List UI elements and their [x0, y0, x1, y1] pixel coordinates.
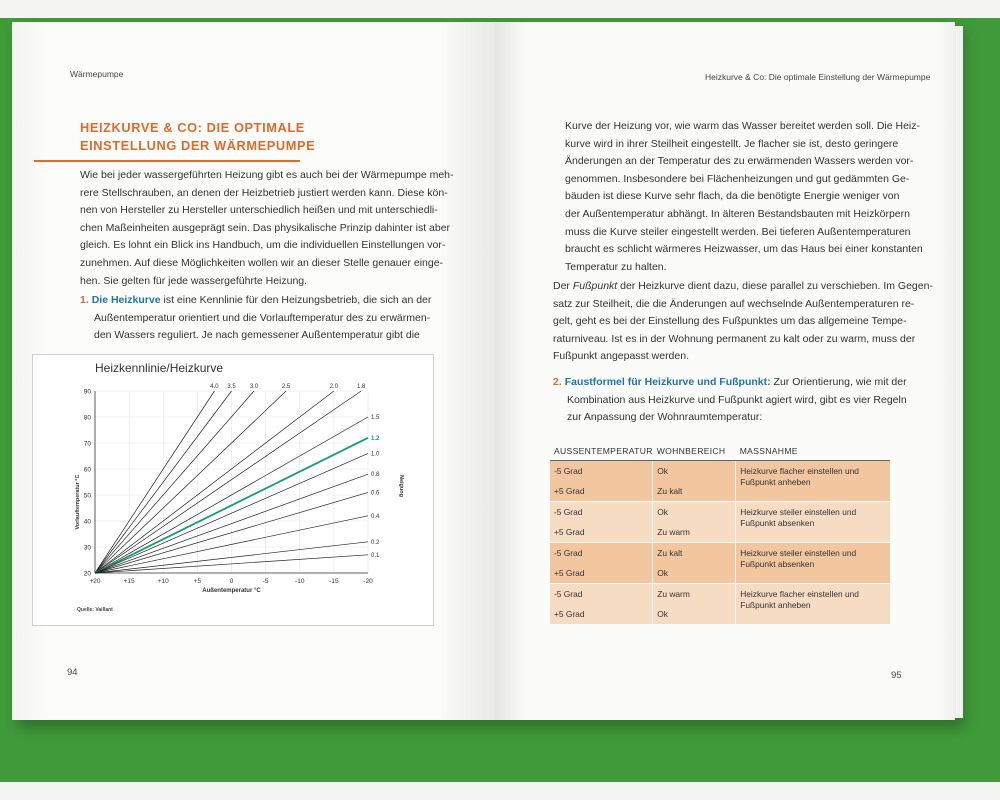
action-line: Fußpunkt anheben [740, 477, 811, 487]
text-line: gelt, geht es bei der Einstellung des Fußpunktes um das allgemeine Tempe- [553, 315, 907, 328]
table-header-row [550, 446, 890, 461]
x-tick-label: -5 [262, 578, 269, 585]
paragraph-1 [565, 118, 945, 276]
y-tick-label: 70 [83, 440, 91, 448]
list-number: 1. [80, 294, 89, 306]
term-fusspunkt: Fußpunkt [572, 280, 618, 292]
heading-line-2: EINSTELLUNG DER WÄRMEPUMPE [80, 138, 316, 153]
y-tick-label: 50 [83, 492, 91, 500]
text-line: Fußpunkt angepasst werden. [553, 350, 689, 363]
curve-label: 1.2 [371, 435, 380, 442]
curve-line [95, 391, 254, 573]
x-tick-label: -10 [295, 578, 305, 585]
table-cell: Ok [653, 563, 736, 584]
text-line: braucht es schlicht wärmeres Heizwasser, um das Haus bei einer konstanten [565, 243, 923, 256]
table-cell: -5 Grad [550, 543, 653, 564]
text-fragment: ist eine Kennlinie für den Heizungsbetrieb, die sich an der [160, 294, 432, 306]
right-page [495, 22, 955, 720]
text-line: den Wassers reguliert. Je nach gemessener Außentemperatur gibt die [94, 329, 420, 342]
y-tick-label: 40 [83, 518, 91, 526]
action-line: Heizkurve flacher einstellen und [740, 589, 859, 599]
table-header: AUSSENTEMPERATUR [550, 446, 653, 461]
text-line: genommen. Insbesondere bei Flächenheizungen und gut gedämmten Ge- [565, 172, 910, 185]
left-page [12, 22, 495, 720]
curve-label: 0.6 [371, 490, 380, 497]
table-cell: Zu warm [653, 584, 736, 605]
section-heading [80, 119, 340, 155]
text-line: zunehmen. Auf diese Möglichkeiten wollen wir an dieser Stelle genauer einge- [80, 256, 444, 269]
text-fragment: Zur Orientierung, wie mit der [770, 376, 907, 388]
text-line: bäuden ist diese Kurve sehr flach, da die benötigte Energie weniger von [565, 190, 900, 203]
text-line: Wie bei jeder wassergeführten Heizung gibt es auch bei der Wärmepumpe meh- [80, 169, 454, 181]
curve-label: 1.8 [357, 384, 366, 390]
curve-line [95, 391, 361, 573]
action-line: Fußpunkt absenken [740, 518, 815, 528]
text-line: Temperatur zu halten. [565, 260, 667, 273]
chart-source: Quelle: Vaillant [77, 607, 113, 613]
table-cell: +5 Grad [550, 563, 653, 584]
right-axis-label: Neigung [398, 475, 404, 497]
term-faustformel: Faustformel für Heizkurve und Fußpunkt: [564, 376, 771, 388]
curve-label: 1.5 [371, 415, 380, 421]
table-row [550, 461, 890, 482]
text-line: Änderungen an der Temperatur des zu erwärmenden Wassers werden vor- [565, 155, 914, 168]
table-cell: Ok [653, 502, 736, 523]
table-cell: Ok [653, 461, 736, 482]
term-heizkurve: Die Heizkurve [91, 294, 161, 306]
x-tick-label: +5 [193, 578, 202, 585]
heading-rule [34, 160, 300, 162]
action-line: Heizkurve flacher einstellen und [740, 466, 859, 476]
text-line: Kurve der Heizung vor, wie warm das Wasser bereitet werden soll. Die Heiz- [565, 120, 920, 132]
running-head-right: Heizkurve & Co: Die optimale Einstellung der Wärmepumpe [705, 72, 931, 82]
curve-label: 2.0 [329, 384, 339, 390]
paragraph-2 [553, 278, 945, 366]
text-fragment: Der [553, 280, 573, 292]
table-row [550, 502, 890, 523]
running-head-left: Wärmepumpe [70, 69, 124, 79]
text-line: satz zur Steilheit, die die Änderungen auf wechselnde Außentemperaturen re- [553, 297, 915, 310]
page-number-left: 94 [67, 667, 78, 678]
table-cell: Zu warm [653, 522, 736, 543]
text-line: rere Stellschrauben, an denen der Heizbetrieb justiert werden kann. Diese kön- [80, 186, 448, 199]
table-cell: Ok [653, 604, 736, 624]
table-header: WOHNBEREICH [653, 446, 736, 461]
page-number-right: 95 [891, 670, 902, 681]
rules-table [550, 446, 890, 624]
table-cell: -5 Grad [550, 461, 653, 482]
x-tick-label: -15 [329, 578, 339, 585]
list-item-1 [80, 292, 480, 345]
curve-label: 1.0 [371, 451, 380, 458]
table-cell-action [736, 461, 890, 502]
text-line: kurve wird in ihrer Steilheit eingestellt. Je flacher sie ist, desto geringere [565, 137, 899, 150]
table-cell: +5 Grad [550, 604, 653, 624]
list-item-2 [553, 374, 945, 427]
action-line: Heizkurve steiler einstellen und [740, 548, 857, 558]
table-cell: Zu kalt [653, 543, 736, 564]
chart-svg [33, 355, 433, 625]
text-line: muss die Kurve steiler eingestellt werden. Bei tieferen Außentemperaturen [565, 225, 911, 238]
heading-line-1: HEIZKURVE & CO: DIE OPTIMALE [80, 120, 305, 135]
list-number: 2. [553, 376, 562, 388]
table-cell-action [736, 502, 890, 543]
action-line: Fußpunkt absenken [740, 559, 815, 569]
table-cell: Zu kalt [653, 481, 736, 502]
text-line: Kombination aus Heizkurve und Fußpunkt agiert wird, gibt es vier Regeln [567, 393, 907, 406]
x-tick-label: +15 [123, 578, 135, 585]
text-line: nen von Hersteller zu Hersteller unterschiedlich heißen und mit unterschiedli- [80, 204, 438, 217]
x-tick-label: +10 [157, 578, 169, 585]
y-tick-label: 60 [83, 466, 91, 474]
text-line: Außentemperatur orientiert und die Vorlauftemperatur des zu erwärmen- [94, 311, 431, 324]
curve-label: 2.5 [281, 384, 291, 390]
text-line: raturniveau. Ist es in der Wohnung permanent zu kalt oder zu warm, muss der [553, 332, 916, 345]
chart-title: Heizkennlinie/Heizkurve [95, 361, 224, 375]
heating-curve-chart [32, 354, 434, 626]
curve-line [95, 391, 286, 573]
table-header: MASSNAHME [736, 446, 890, 461]
text-line: chen Maßeinheiten ausgeprägt sein. Das physikalische Prinzip dahinter ist aber [80, 221, 451, 234]
table-cell: -5 Grad [550, 584, 653, 605]
y-tick-label: 30 [83, 544, 91, 552]
text-line: hen. Sie gelten für jede wassergeführte Heizung. [80, 274, 308, 287]
text-line: der Außentemperatur abhängt. In älteren Bestandsbauten mit Heizkörpern [565, 207, 910, 220]
curve-label: 0.4 [371, 513, 380, 520]
curve-label: 0.1 [371, 552, 380, 559]
text-line: zur Anpassung der Wohnraumtemperatur: [567, 411, 763, 424]
curve-label: 3.0 [249, 384, 259, 390]
curve-label: 0.2 [371, 539, 380, 546]
curve-label: 4.0 [210, 384, 219, 390]
page-edges [955, 26, 963, 718]
x-tick-label: -20 [363, 578, 373, 585]
table-row [550, 543, 890, 564]
action-line: Fußpunkt anheben [740, 600, 811, 610]
table-cell: -5 Grad [550, 502, 653, 523]
table-cell-action [736, 543, 890, 584]
text-fragment: der Heizkurve dient dazu, diese parallel zu verschieben. Im Gegen- [617, 280, 933, 292]
y-tick-label: 90 [83, 388, 91, 396]
curve-line [95, 391, 334, 573]
y-axis-label: Vorlauftemperatur °C [75, 474, 81, 530]
table-cell: +5 Grad [550, 481, 653, 502]
x-tick-label: +20 [89, 578, 101, 585]
table-cell-action [736, 584, 890, 625]
y-tick-label: 20 [83, 570, 91, 578]
curve-label: 0.8 [371, 472, 380, 479]
action-line: Heizkurve steiler einstellen und [740, 507, 857, 517]
text-line: gleich. Es lohnt ein Blick ins Handbuch, um die individuellen Einstellungen vor- [80, 239, 446, 252]
curve-line [95, 391, 214, 573]
curve-label: 3.5 [227, 384, 236, 390]
x-axis-label: Außentemperatur °C [202, 588, 261, 594]
intro-paragraph [80, 167, 480, 290]
y-tick-label: 80 [83, 414, 91, 422]
table-row [550, 584, 890, 605]
table-cell: +5 Grad [550, 522, 653, 543]
background-bottom [0, 782, 1000, 800]
x-tick-label: 0 [229, 578, 234, 585]
